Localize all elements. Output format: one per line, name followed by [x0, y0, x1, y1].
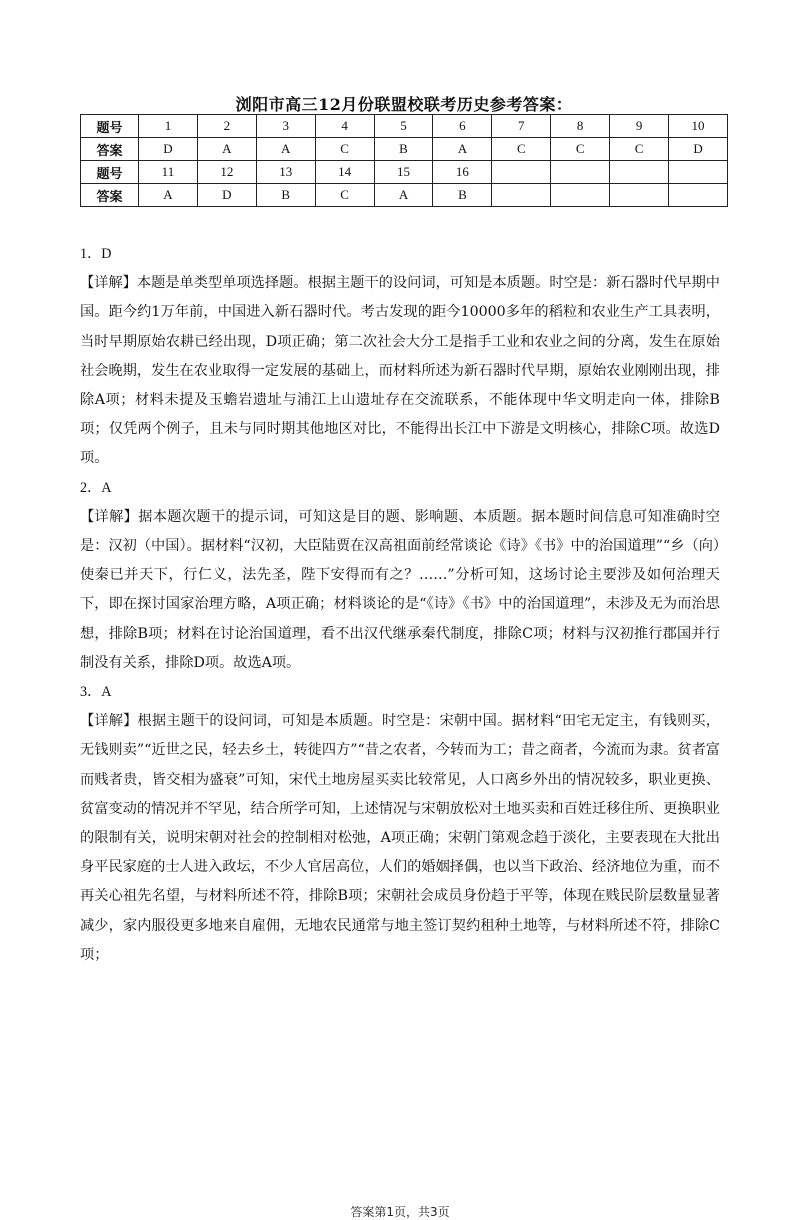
table-cell: A [374, 184, 433, 207]
page-footer: 答案第1页，共3页 [350, 1205, 450, 1219]
table-cell: B [433, 184, 492, 207]
table-cell: 9 [610, 115, 669, 138]
table-row [81, 115, 728, 138]
table-cell: C [315, 184, 374, 207]
table-cell: 3 [256, 115, 315, 138]
row-header: 题号 [81, 161, 139, 184]
table-cell [669, 184, 728, 207]
table-cell: C [315, 138, 374, 161]
table-cell: D [197, 184, 256, 207]
page-title: 浏阳市高三12月份联盟校联考历史参考答案： [235, 95, 573, 114]
table-cell: A [197, 138, 256, 161]
question-number: 1．D [80, 246, 112, 262]
table-cell: B [374, 138, 433, 161]
table-cell: C [551, 138, 610, 161]
table-cell [551, 161, 610, 184]
table-row [81, 161, 728, 184]
table-cell: 5 [374, 115, 433, 138]
table-cell: 6 [433, 115, 492, 138]
table-cell [551, 184, 610, 207]
table-cell: 2 [197, 115, 256, 138]
table-row [81, 184, 728, 207]
table-cell: 8 [551, 115, 610, 138]
table-cell: 1 [139, 115, 198, 138]
table-cell: 12 [197, 161, 256, 184]
question-detail: 【详解】本题是单类型单项选择题。根据主题干的设问词，可知是本质题。时空是：新石器时代早期中国。距今约1万年前，中国进入新石器时代。考古发现的距今10000多年的稻粒和农业生产工具表明，当时早期原始农耕已经出现，D项正确；第二次社会大分工是指手工业和农业之间的分离，发生在原始社会晚期，发生在农业取得一定发展的基础上，而材料所述为新石器时代早期，原始农业刚刚出现，排除A项；材料未提及玉蟾岩遗址与浦江上山遗址存在交流联系，不能体现中华文明走向一体，排除B项；仅凭两个例子，且未与同时期其他地区对比，不能得出长江中下游是文明核心，排除C项。故选D项。 [80, 275, 720, 467]
answer-table [80, 114, 728, 207]
table-cell: 4 [315, 115, 374, 138]
table-cell: 14 [315, 161, 374, 184]
table-cell: 10 [669, 115, 728, 138]
table-cell [610, 184, 669, 207]
table-cell: 11 [139, 161, 198, 184]
table-cell: B [256, 184, 315, 207]
table-cell: C [492, 138, 551, 161]
question-detail: 【详解】根据主题干的设问词，可知是本质题。时空是：宋朝中国。据材料“田宅无定主，有钱则买，无钱则卖”“近世之民，轻去乡土，转徙四方”“昔之农者，今转而为工；昔之商者，今流而为隶。贫者富而贱者贵，皆交相为盛衰”可知，宋代土地房屋买卖比较常见，人口离乡外出的情况较多，职业更换、贫富变动的情况并不罕见，结合所学可知，上述情况与宋朝放松对土地买卖和百姓迁移住所、更换职业的限制有关，说明宋朝对社会的控制相对松弛，A项正确；宋朝门第观念趋于淡化，主要表现在大批出身平民家庭的士人进入政坛，不少人官居高位，人们的婚姻择偶，也以当下政治、经济地位为重，而不再关心祖先名望，与材料所述不符，排除B项；宋朝社会成员身份趋于平等，体现在贱民阶层数量显著减少，家内服役更多地来自雇佣，无地农民通常与地主签订契约租种土地等，与材料所述不符，排除C项； [80, 713, 720, 963]
question-number: 2．A [80, 479, 112, 496]
question-number: 3．A [80, 684, 112, 701]
table-cell: D [139, 138, 198, 161]
table-cell [669, 161, 728, 184]
table-cell: 7 [492, 115, 551, 138]
table-cell: 13 [256, 161, 315, 184]
table-cell: A [139, 184, 198, 207]
row-header: 题号 [81, 115, 139, 138]
table-cell: C [610, 138, 669, 161]
table-cell [610, 161, 669, 184]
table-cell: D [669, 138, 728, 161]
table-row [81, 138, 728, 161]
table-cell: A [433, 138, 492, 161]
table-cell: 15 [374, 161, 433, 184]
row-header: 答案 [81, 184, 139, 207]
answer-explanations [80, 240, 720, 970]
table-cell [492, 184, 551, 207]
table-cell: A [256, 138, 315, 161]
row-header: 答案 [81, 138, 139, 161]
table-cell [492, 161, 551, 184]
table-cell: 16 [433, 161, 492, 184]
question-detail: 【详解】据本题次题干的提示词，可知这是目的题、影响题、本质题。据本题时间信息可知准确时空是：汉初（中国）。据材料“汉初，大臣陆贾在汉高祖面前经常谈论《诗》《书》中的治国道理”“乡（向）使秦已并天下，行仁义，法先圣，陛下安得而有之？……”分析可知，这场讨论主要涉及如何治理天下，即在探讨国家治理方略，A项正确；材料谈论的是“《诗》《书》中的治国道理”，未涉及无为而治思想，排除B项；材料在讨论治国道理，看不出汉代继承秦代制度，排除C项；材料与汉初推行郡国并行制没有关系，排除D项。故选A项。 [80, 508, 720, 671]
